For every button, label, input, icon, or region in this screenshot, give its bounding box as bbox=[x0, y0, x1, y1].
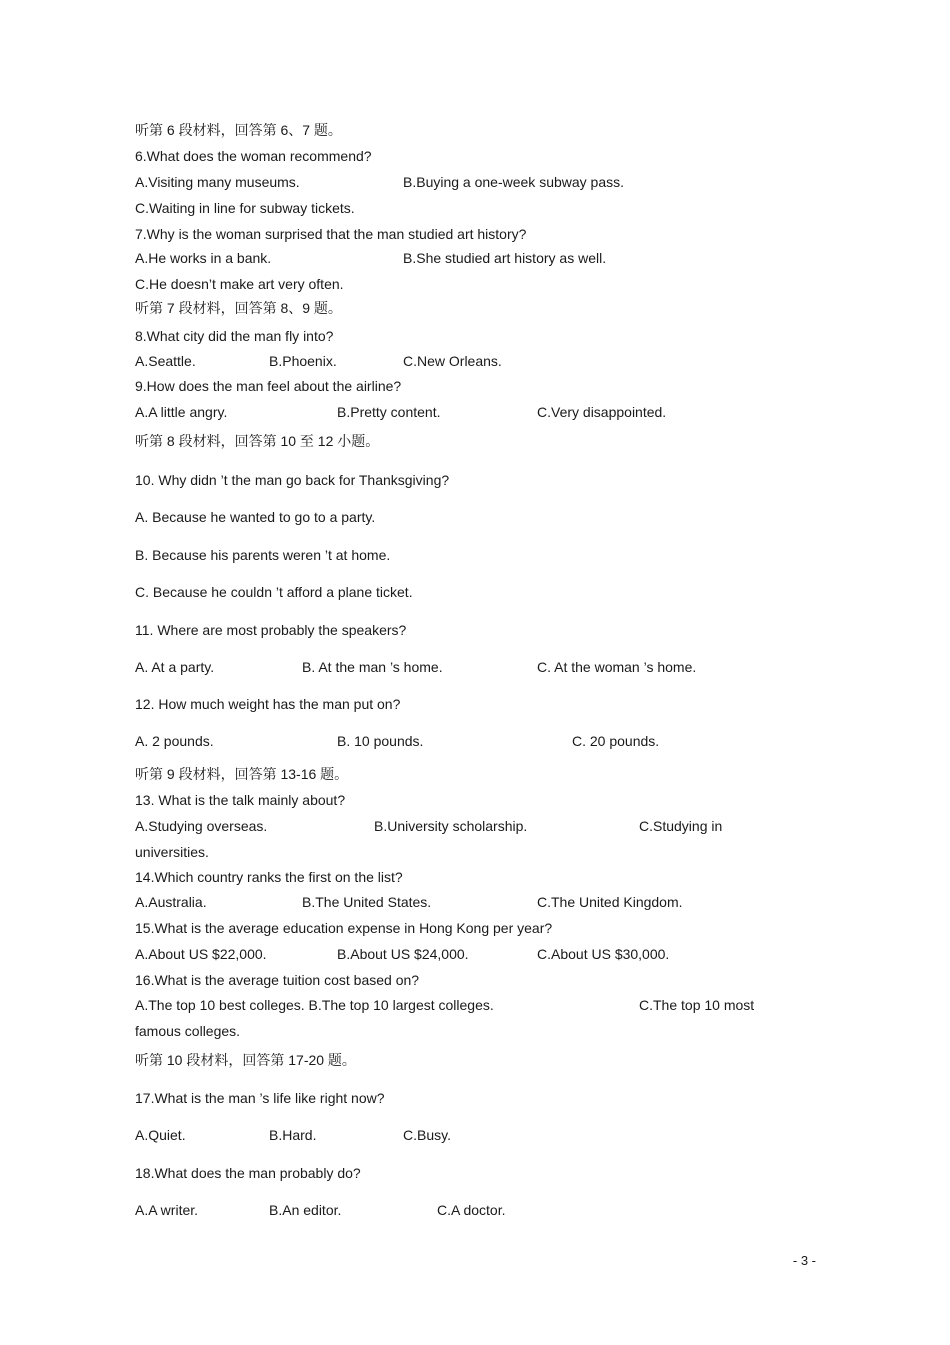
page-number: - 3 - bbox=[792, 1253, 816, 1268]
text-segment: B. At the man ’s home. bbox=[302, 659, 443, 675]
text-segment: B.University scholarship. bbox=[374, 818, 528, 834]
text-segment: B.Phoenix. bbox=[269, 353, 337, 369]
text-line bbox=[0, 657, 950, 677]
text-segment: 10. Why didn ’t the man go back for Thanksgiving? bbox=[135, 472, 450, 488]
text-line bbox=[0, 764, 950, 784]
text-segment: A.A writer. bbox=[135, 1202, 199, 1218]
text-line bbox=[0, 351, 950, 371]
text-line bbox=[0, 224, 950, 244]
text-segment: C.The United Kingdom. bbox=[537, 894, 683, 910]
text-segment: A.Studying overseas. bbox=[135, 818, 268, 834]
text-segment: 13. What is the talk mainly about? bbox=[135, 792, 346, 808]
text-segment: B. 10 pounds. bbox=[337, 733, 424, 749]
text-segment: 听第 7 段材料，回答第 8、9 题。 bbox=[135, 300, 342, 316]
text-line bbox=[0, 694, 950, 714]
text-segment: B.An editor. bbox=[269, 1202, 342, 1218]
text-segment: 6.What does the woman recommend? bbox=[135, 148, 372, 164]
text-line bbox=[0, 120, 950, 140]
text-segment: 听第 10 段材料，回答第 17-20 题。 bbox=[135, 1052, 356, 1068]
text-segment: C.Waiting in line for subway tickets. bbox=[135, 200, 355, 216]
text-line bbox=[0, 944, 950, 964]
text-segment: C.A doctor. bbox=[437, 1202, 506, 1218]
text-line bbox=[0, 1125, 950, 1145]
text-line bbox=[0, 298, 950, 318]
text-segment: B.Pretty content. bbox=[337, 404, 441, 420]
text-line bbox=[0, 146, 950, 166]
text-segment: A.A little angry. bbox=[135, 404, 228, 420]
text-line bbox=[0, 867, 950, 887]
text-segment: A. Because he wanted to go to a party. bbox=[135, 509, 376, 525]
text-segment: 听第 8 段材料，回答第 10 至 12 小题。 bbox=[135, 433, 380, 449]
text-segment: 16.What is the average tuition cost based on? bbox=[135, 972, 420, 988]
text-line bbox=[0, 326, 950, 346]
text-line bbox=[0, 582, 950, 602]
text-line bbox=[0, 790, 950, 810]
text-segment: B.About US $24,000. bbox=[337, 946, 469, 962]
text-segment: A. At a party. bbox=[135, 659, 215, 675]
text-segment: A.The top 10 best colleges. B.The top 10 largest colleges. bbox=[135, 997, 494, 1013]
text-segment: 14.Which country ranks the first on the list? bbox=[135, 869, 403, 885]
text-segment: A.He works in a bank. bbox=[135, 250, 272, 266]
text-segment: C.New Orleans. bbox=[403, 353, 502, 369]
text-segment: 8.What city did the man fly into? bbox=[135, 328, 334, 344]
text-segment: A. 2 pounds. bbox=[135, 733, 214, 749]
text-segment: C.Studying in bbox=[639, 818, 723, 834]
text-segment: 17.What is the man ’s life like right now? bbox=[135, 1090, 385, 1106]
text-line bbox=[0, 1200, 950, 1220]
text-line bbox=[0, 1163, 950, 1183]
text-line bbox=[0, 1021, 950, 1041]
text-segment: A.Quiet. bbox=[135, 1127, 186, 1143]
text-line bbox=[0, 970, 950, 990]
text-line bbox=[0, 816, 950, 836]
text-segment: C. Because he couldn ’t afford a plane ticket. bbox=[135, 584, 413, 600]
text-segment: famous colleges. bbox=[135, 1023, 241, 1039]
text-line bbox=[0, 172, 950, 192]
text-line bbox=[0, 545, 950, 565]
text-segment: C. 20 pounds. bbox=[572, 733, 660, 749]
text-segment: A.Visiting many museums. bbox=[135, 174, 300, 190]
text-line bbox=[0, 731, 950, 751]
text-segment: C. At the woman ’s home. bbox=[537, 659, 697, 675]
text-line bbox=[0, 892, 950, 912]
text-line bbox=[0, 1088, 950, 1108]
text-segment: A.Australia. bbox=[135, 894, 207, 910]
text-segment: 9.How does the man feel about the airline? bbox=[135, 378, 402, 394]
text-line bbox=[0, 402, 950, 422]
text-segment: C.The top 10 most bbox=[639, 997, 755, 1013]
text-segment: 听第 6 段材料，回答第 6、7 题。 bbox=[135, 122, 342, 138]
text-segment: C.Very disappointed. bbox=[537, 404, 667, 420]
text-segment: A.Seattle. bbox=[135, 353, 196, 369]
text-line bbox=[0, 376, 950, 396]
text-segment: B. Because his parents weren ’t at home. bbox=[135, 547, 391, 563]
text-segment: A.About US $22,000. bbox=[135, 946, 267, 962]
text-segment: 15.What is the average education expense in Hong Kong per year? bbox=[135, 920, 553, 936]
text-segment: 听第 9 段材料，回答第 13-16 题。 bbox=[135, 766, 349, 782]
text-segment: 12. How much weight has the man put on? bbox=[135, 696, 401, 712]
text-line bbox=[0, 507, 950, 527]
text-line bbox=[0, 248, 950, 268]
text-segment: B.Hard. bbox=[269, 1127, 317, 1143]
text-line bbox=[0, 274, 950, 294]
text-segment: universities. bbox=[135, 844, 209, 860]
text-line bbox=[0, 470, 950, 490]
text-segment: 11. Where are most probably the speakers? bbox=[135, 622, 407, 638]
text-segment: 18.What does the man probably do? bbox=[135, 1165, 361, 1181]
text-line bbox=[0, 995, 950, 1015]
text-segment: B.Buying a one-week subway pass. bbox=[403, 174, 625, 190]
text-segment: B.The United States. bbox=[302, 894, 432, 910]
text-line bbox=[0, 198, 950, 218]
text-line bbox=[0, 620, 950, 640]
text-segment: C.Busy. bbox=[403, 1127, 451, 1143]
text-segment: C.He doesn’t make art very often. bbox=[135, 276, 344, 292]
text-segment: 7.Why is the woman surprised that the man studied art history? bbox=[135, 226, 527, 242]
text-line bbox=[0, 1050, 950, 1070]
text-segment: C.About US $30,000. bbox=[537, 946, 670, 962]
text-line bbox=[0, 918, 950, 938]
text-line bbox=[0, 431, 950, 451]
text-segment: B.She studied art history as well. bbox=[403, 250, 607, 266]
text-line bbox=[0, 842, 950, 862]
